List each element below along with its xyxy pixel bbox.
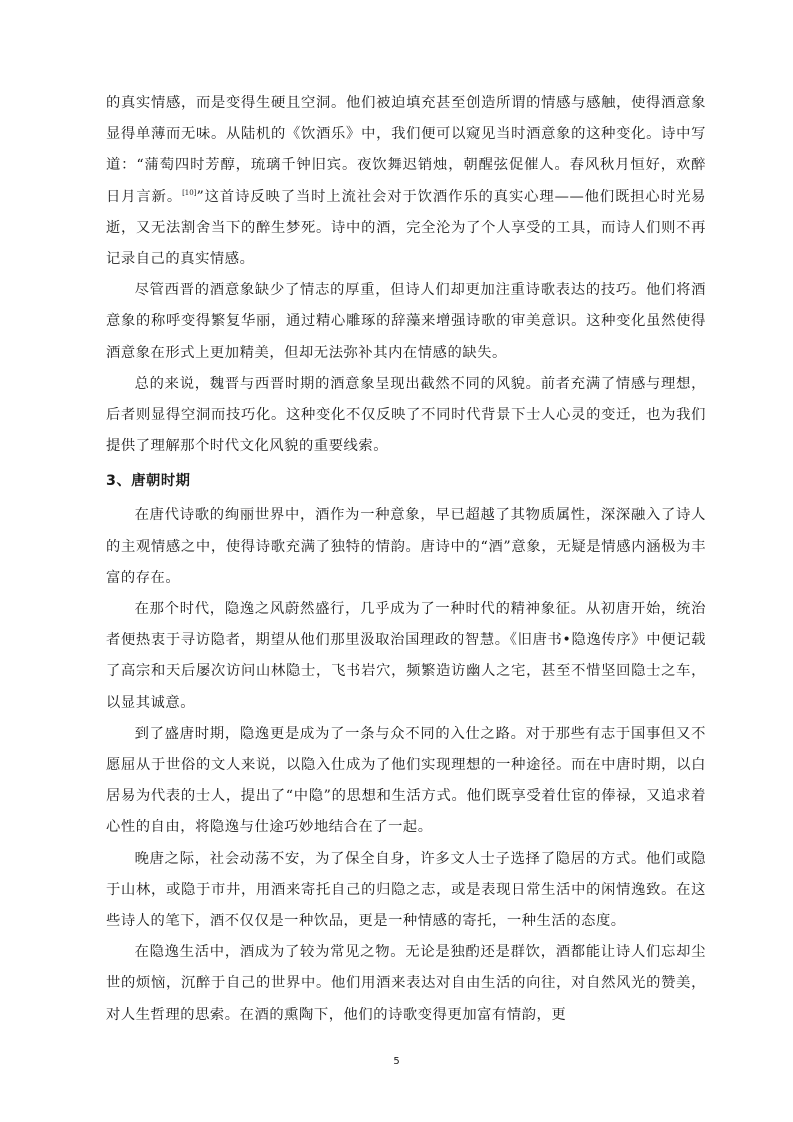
- paragraph: 在唐代诗歌的绚丽世界中，酒作为一种意象，早已超越了其物质属性，深深融入了诗人的主观情感之中，使得诗歌充满了独特的情韵。唐诗中的“酒”意象，无疑是情感内涵极为丰富的存在。: [106, 507, 706, 586]
- document-body: [106, 88, 706, 1031]
- paragraph: 尽管西晋的酒意象缺少了情志的厚重，但诗人们却更加注重诗歌表达的技巧。他们将酒意象的称呼变得繁复华丽，通过精心雕琢的辞藻来增强诗歌的审美意识。这种变化虽然使得酒意象在形式上更加精美，但却无法弥补其内在情感的缺失。: [106, 282, 706, 361]
- paragraph: 晚唐之际，社会动荡不安，为了保全自身，许多文人士子选择了隐居的方式。他们或隐于山林，或隐于市井，用酒来寄托自己的归隐之志，或是表现日常生活中的闲情逸致。在这些诗人的笔下，酒不仅仅是一种饮品，更是一种情感的寄托，一种生活的态度。: [106, 850, 706, 930]
- section-heading: 3、唐朝时期: [106, 473, 191, 490]
- paragraph-text: 的真实情感，而是变得生硬且空洞。他们被迫填充甚至创造所谓的情感与感触，使得酒意象显得单薄而无味。从陆机的《饮酒乐》中，我们便可以窥见当时酒意象的这种变化。诗中写道：“蒲萄四时芳醇，琉璃千钟旧宾。夜饮舞迟销烛，朝醒弦促催人。春风秋月恒好，欢醉日月言新。: [106, 95, 706, 205]
- page-number: 5: [393, 1056, 400, 1067]
- paragraph-continued: [106, 88, 706, 275]
- paragraph-text: ”这首诗反映了当时上流社会对于饮酒作乐的真实心理——他们既担心时光易逝，又无法割舍当下的醉生梦死。诗中的酒，完全沦为了个人享受的工具，而诗人们则不再记录自己的真实情感。: [106, 188, 706, 268]
- paragraph: 到了盛唐时期，隐逸更是成为了一条与众不同的入仕之路。对于那些有志于国事但又不愿屈从于世俗的文人来说，以隐入仕成为了他们实现理想的一种途径。而在中唐时期，以白居易为代表的士人，提出了“中隐”的思想和生活方式。他们既享受着仕宦的俸禄，又追求着心性的自由，将隐逸与仕途巧妙地结合在了一起。: [106, 725, 706, 836]
- paragraph: 在那个时代，隐逸之风蔚然盛行，几乎成为了一种时代的精神象征。从初唐开始，统治者便热衷于寻访隐者，期望从他们那里汲取治国理政的智慧。《旧唐书•隐逸传序》中便记载了高宗和天后屡次访问山林隐士，飞书岩穴，频繁造访幽人之宅，甚至不惜坚回隐士之车，以显其诚意。: [106, 601, 706, 711]
- citation-reference: [10]: [182, 188, 197, 197]
- paragraph: 总的来说，魏晋与西晋时期的酒意象呈现出截然不同的风貌。前者充满了情感与理想，后者则显得空洞而技巧化。这种变化不仅反映了不同时代背景下士人心灵的变迁，也为我们提供了理解那个时代文化风貌的重要线索。: [106, 375, 706, 455]
- paragraph: 在隐逸生活中，酒成为了较为常见之物。无论是独酌还是群饮，酒都能让诗人们忘却尘世的烦恼，沉醉于自己的世界中。他们用酒来表达对自由生活的向往，对自然风光的赞美，对人生哲理的思索。在酒的熏陶下，他们的诗歌变得更加富有情韵，更: [106, 944, 706, 1023]
